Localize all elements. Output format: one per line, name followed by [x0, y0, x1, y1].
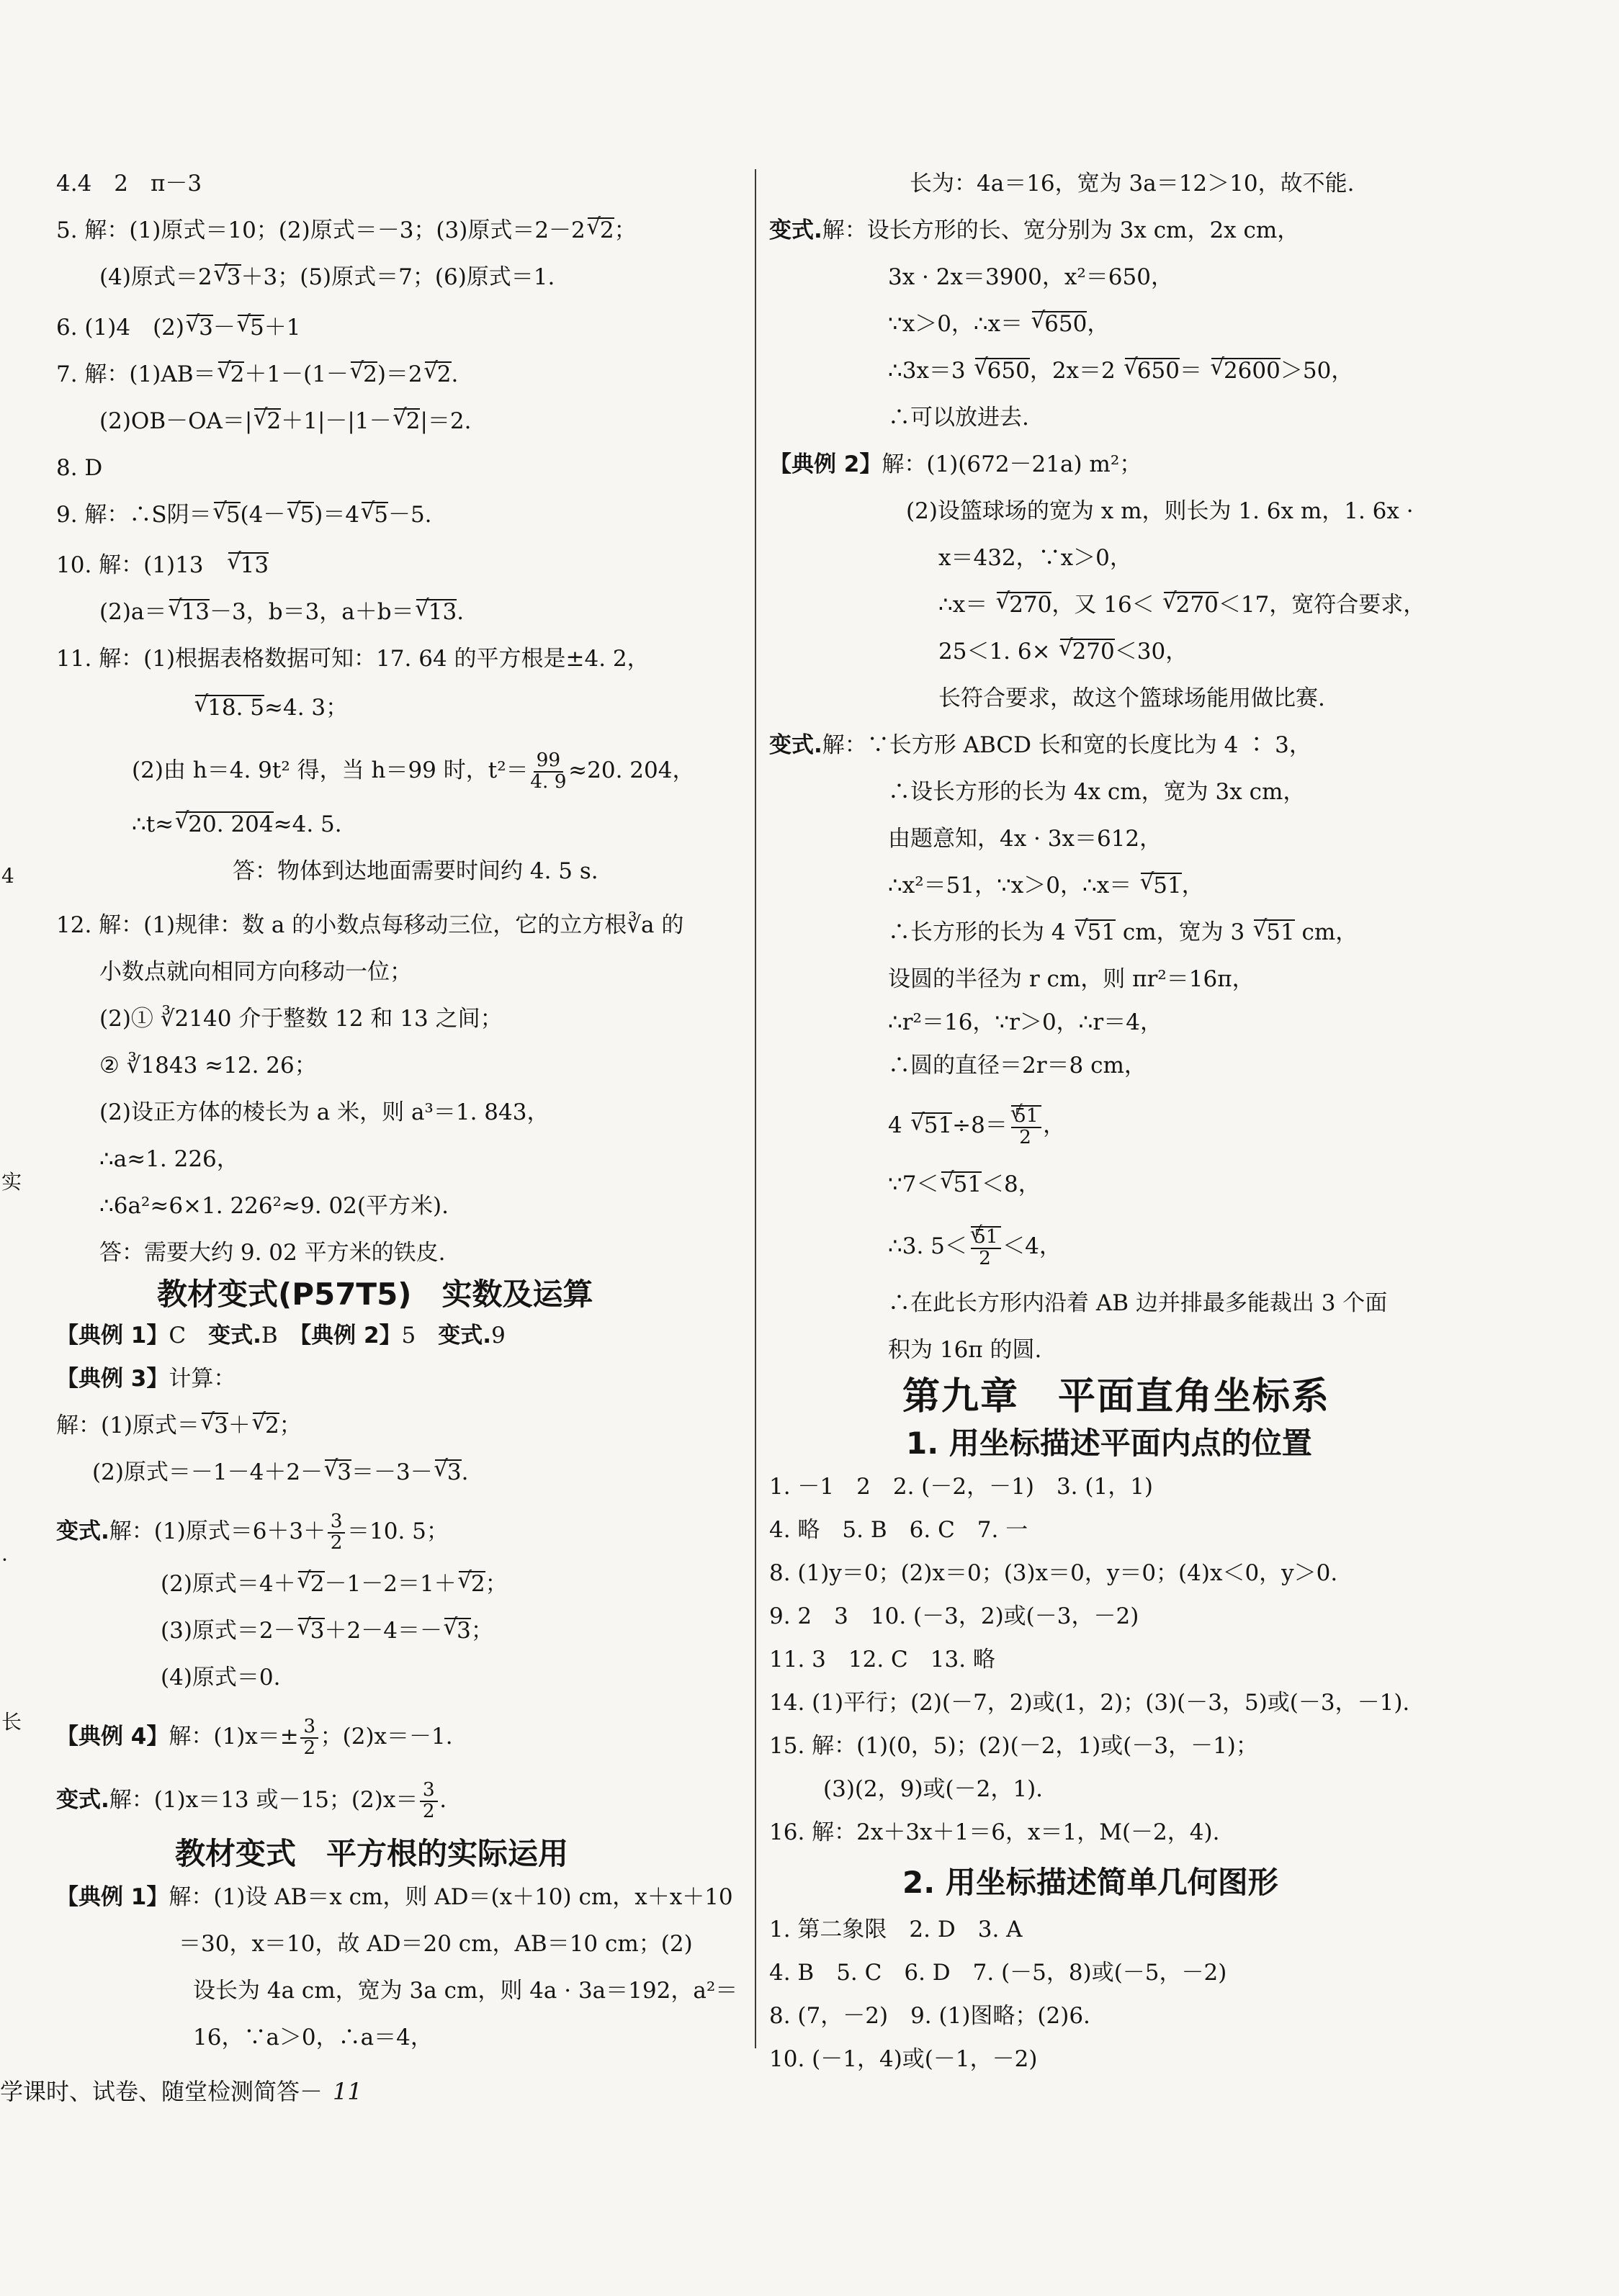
answer-line: ② ∛1843 ≈12. 26；	[99, 1053, 317, 1079]
answer-line: 【典例 1】解：(1)设 AB＝x cm，则 AD＝(x＋10) cm，x＋x＋10	[56, 1884, 733, 1910]
answer-line: 由题意知，4x · 3x＝612，	[888, 826, 1162, 852]
answer-line: 8. D	[56, 455, 103, 481]
answer-line: 设长为 4a cm，宽为 3a cm，则 4a · 3a＝192，a²＝	[193, 1978, 738, 2004]
answer-line: 4 √ 51÷8＝ √ $\frac{51}{2}$ ，	[888, 1105, 1065, 1148]
answer-line: ∵x＞0，∴x＝ √ 650，	[888, 310, 1109, 338]
answer-line: 4. B 5. C 6. D 7. (－5，8)或(－5，－2)	[769, 1960, 1227, 1986]
answer-line: ∴设长方形的长为 4x cm，宽为 3x cm，	[888, 779, 1306, 805]
answer-line: ∴3. 5＜ √ $\frac{51}{2}$ ＜4，	[888, 1226, 1062, 1269]
answer-line: 答：物体到达地面需要时间约 4. 5 s.	[233, 858, 598, 884]
answer-line: 积为 16π 的圆.	[888, 1337, 1042, 1363]
answer-line: 设圆的半径为 r cm，则 πr²＝16π，	[888, 966, 1255, 992]
section-heading: 2. 用坐标描述简单几何图形	[902, 1865, 1278, 1900]
answer-line: 5. 解：(1)原式＝10；(2)原式＝－3；(3)原式＝2－2√ 2；	[56, 216, 637, 245]
answer-line: (2)设篮球场的宽为 x m，则长为 1. 6x m，1. 6x ·	[906, 498, 1414, 524]
page-number: 11	[333, 2078, 362, 2105]
answer-line: 4.4 2 π－3	[56, 171, 202, 197]
answer-line: 长为：4a＝16，宽为 3a＝12＞10，故不能.	[910, 171, 1355, 197]
answer-line: ∴在此长方形内沿着 AB 边并排最多能裁出 3 个面	[888, 1290, 1388, 1316]
answer-line: ∵7＜√ 51＜8，	[888, 1170, 1041, 1199]
section-heading: 1. 用坐标描述平面内点的位置	[906, 1426, 1312, 1461]
margin-char: 4	[1, 864, 14, 888]
section-heading: 教材变式(P57T5) 实数及运算	[157, 1277, 593, 1312]
answer-line: 9. 解：∴S阴＝√ 5(4－√ 5)＝4√ 5－5.	[56, 500, 432, 529]
answer-line: x＝432，∵x＞0，	[938, 545, 1132, 571]
answer-line: 14. (1)平行；(2)(－7，2)或(1，2)；(3)(－3，5)或(－3，－1).	[769, 1690, 1410, 1716]
answer-line: ∴长方形的长为 4 √ 51 cm，宽为 3 √ 51 cm，	[888, 918, 1358, 947]
answer-line: 1. －1 2 2. (－2，－1) 3. (1，1)	[769, 1474, 1154, 1500]
answer-line: 长符合要求，故这个篮球场能用做比赛.	[938, 685, 1325, 711]
answer-line: 变式.解：(1)x＝13 或－15；(2)x＝ $\frac{3}{2}$ .	[56, 1779, 447, 1822]
section-heading: 教材变式 平方根的实际运用	[175, 1836, 569, 1871]
answer-line: (3)(2，9)或(－2，1).	[823, 1776, 1044, 1802]
margin-char: ·	[1, 1548, 8, 1572]
answer-line: 3x · 2x＝3900，x²＝650，	[888, 264, 1173, 290]
answer-line: √ 18. 5≈4. 3；	[193, 693, 348, 722]
answer-line: 变式.解：∵长方形 ABCD 长和宽的长度比为 4 ∶ 3，	[769, 732, 1311, 758]
answer-line: 16. 解：2x＋3x＋1＝6，x＝1，M(－2，4).	[769, 1819, 1220, 1845]
answer-line: (4)原式＝2√ 3＋3；(5)原式＝7；(6)原式＝1.	[99, 263, 555, 292]
answer-line: ∴x²＝51，∵x＞0，∴x＝ √ 51，	[888, 871, 1204, 900]
answer-line: ∴t≈√ 20. 204≈4. 5.	[132, 810, 342, 839]
answer-line: 16，∵a＞0，∴a＝4，	[193, 2025, 433, 2050]
answer-line: ∴可以放进去.	[888, 405, 1029, 431]
answer-line: 12. 解：(1)规律：数 a 的小数点每移动三位，它的立方根∛a 的	[56, 912, 684, 938]
chapter-heading: 第九章 平面直角坐标系	[902, 1375, 1331, 1418]
answer-line: ∴x＝ √ 270，又 16＜ √ 270＜17，宽符合要求，	[938, 590, 1425, 619]
answer-line: 25＜1. 6× √ 270＜30，	[938, 637, 1188, 666]
margin-char: 长	[1, 1710, 22, 1734]
answer-line: ∴6a²≈6×1. 226²≈9. 02(平方米).	[99, 1193, 449, 1219]
answer-line: ∴3x＝3 √ 650，2x＝2 √ 650＝ √ 2600＞50，	[888, 356, 1353, 385]
answer-line: (2)OB－OA＝|√ 2＋1|－|1－√ 2|＝2.	[99, 407, 471, 436]
answer-line: 【典例 1】C 变式.B 【典例 2】5 变式.9	[56, 1323, 506, 1349]
answer-line: 11. 3 12. C 13. 略	[769, 1647, 995, 1673]
answer-line: 8. (1)y＝0；(2)x＝0；(3)x＝0，y＝0；(4)x＜0，y＞0.	[769, 1560, 1338, 1586]
answer-line: 4. 略 5. B 6. C 7. 一	[769, 1517, 1028, 1543]
answer-line: ＝30，x＝10，故 AD＝20 cm，AB＝10 cm；(2)	[179, 1931, 693, 1957]
margin-char: 实	[1, 1170, 22, 1194]
answer-line: 【典例 4】解：(1)x＝± $\frac{3}{2}$ ；(2)x＝－1.	[56, 1716, 453, 1759]
answer-line: 变式.解：(1)原式＝6＋3＋ $\frac{3}{2}$ ＝10. 5；	[56, 1511, 449, 1554]
answer-line: 9. 2 3 10. (－3，2)或(－3，－2)	[769, 1603, 1139, 1629]
footer-text: 学课时、试卷、随堂检测简答－	[0, 2078, 323, 2105]
answer-line: (2)设正方体的棱长为 a 米，则 a³＝1. 843，	[99, 1099, 550, 1125]
answer-line: 8. (7，－2) 9. (1)图略；(2)6.	[769, 2003, 1090, 2029]
answer-line: (2)a＝√ 13－3，b＝3，a＋b＝√ 13.	[99, 598, 464, 626]
answer-line: 解：(1)原式＝√ 3＋√ 2；	[56, 1411, 302, 1440]
page-footer	[0, 2074, 362, 2107]
answer-line: (3)原式＝2－√ 3＋2－4＝－√ 3；	[161, 1616, 493, 1645]
answer-line: 【典例 3】计算：	[56, 1366, 236, 1392]
answer-line: (2)① ∛2140 介于整数 12 和 13 之间；	[99, 1006, 503, 1032]
answer-line: 【典例 2】解：(1)(672－21a) m²；	[769, 451, 1142, 477]
answer-line: ∴a≈1. 226，	[99, 1146, 239, 1172]
answer-line: 10. 解：(1)13 √ 13	[56, 551, 269, 580]
answer-line: 10. (－1，4)或(－1，－2)	[769, 2046, 1038, 2072]
answer-line: (2)原式＝4＋√ 2－1－2＝1＋√ 2；	[161, 1570, 508, 1598]
answer-line: 1. 第二象限 2. D 3. A	[769, 1917, 1023, 1942]
answer-line: 7. 解：(1)AB＝√ 2＋1－(1－√ 2)＝2√ 2.	[56, 360, 458, 389]
answer-line: 变式.解：设长方形的长、宽分别为 3x cm，2x cm，	[769, 217, 1300, 243]
answer-line: (4)原式＝0.	[161, 1665, 281, 1691]
answer-line: 小数点就向相同方向移动一位；	[99, 959, 412, 985]
column-divider	[755, 169, 756, 2048]
answer-line: 15. 解：(1)(0，5)；(2)(－2，1)或(－3，－1)；	[769, 1733, 1258, 1759]
answer-line: 6. (1)4 (2)√ 3－√ 5＋1	[56, 313, 300, 342]
answer-line: (2)由 h＝4. 9t² 得，当 h＝99 时，t²＝ $\frac{99}{4. 9}$ ≈20. 204，	[132, 749, 695, 793]
answer-line: (2)原式＝－1－4＋2－√ 3＝－3－√ 3.	[92, 1458, 468, 1487]
answer-line: ∴圆的直径＝2r＝8 cm，	[888, 1053, 1147, 1079]
answer-line: 答：需要大约 9. 02 平方米的铁皮.	[99, 1240, 446, 1266]
answer-line: ∴r²＝16，∵r＞0，∴r＝4，	[888, 1009, 1162, 1035]
answer-line: 11. 解：(1)根据表格数据可知：17. 64 的平方根是±4. 2，	[56, 646, 650, 672]
